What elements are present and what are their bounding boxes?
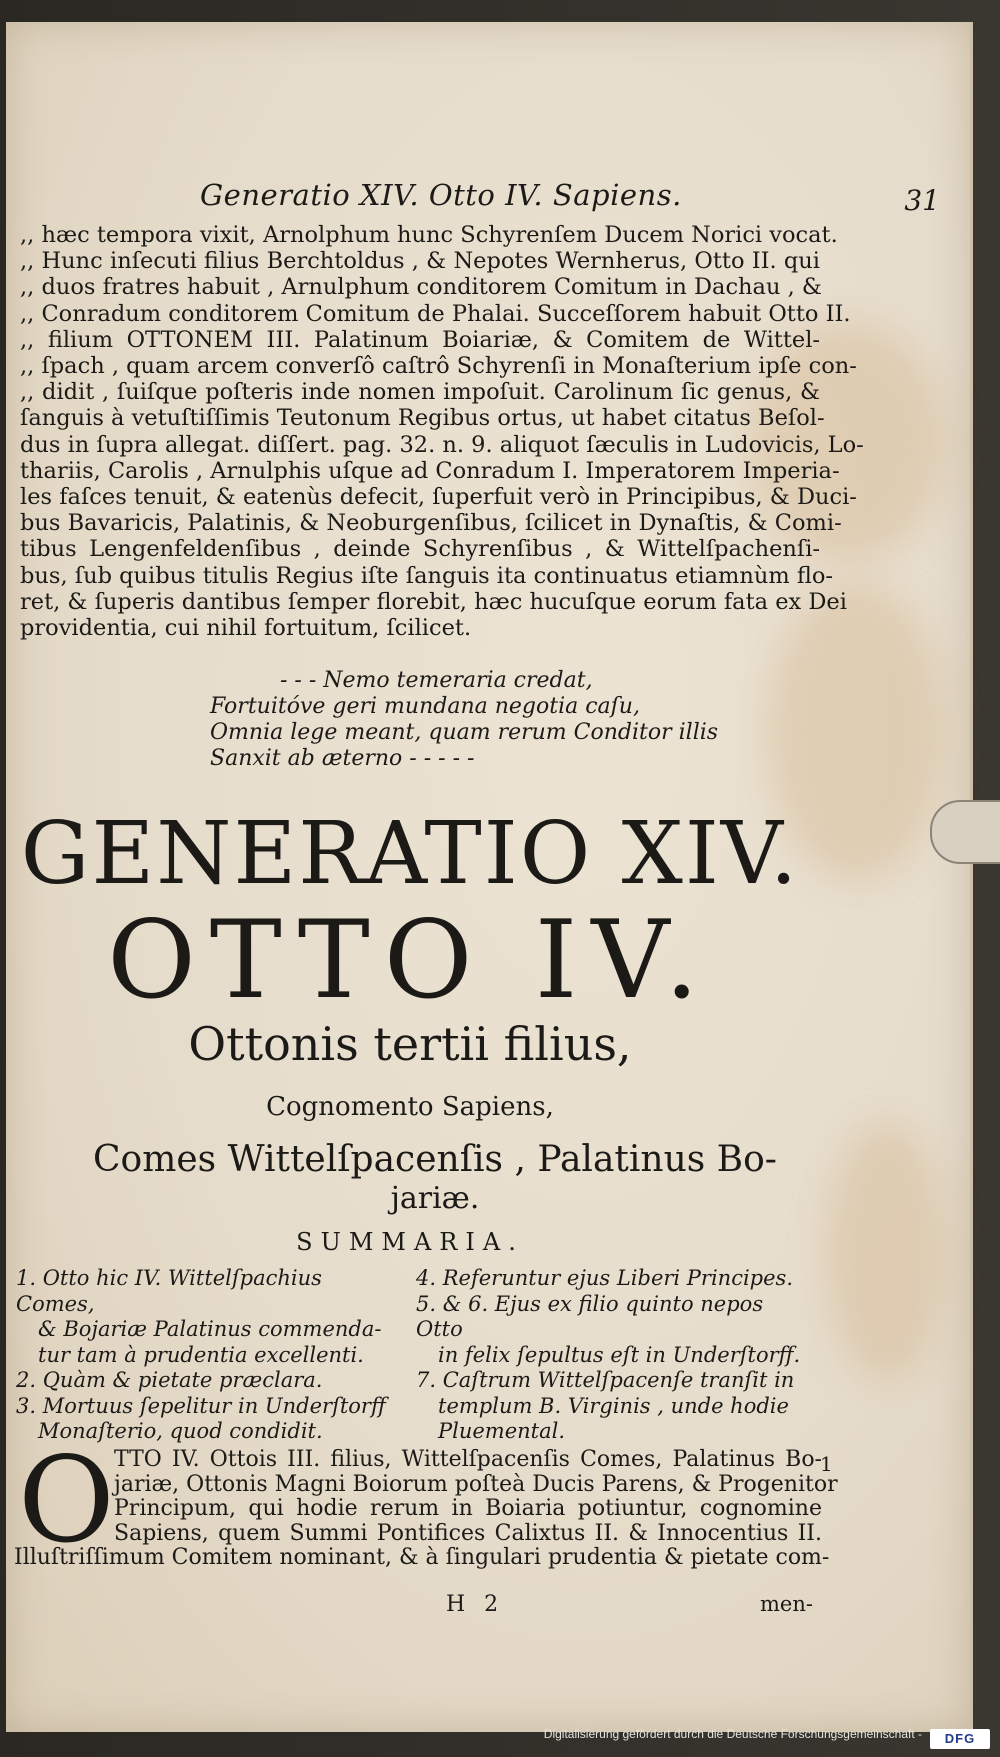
verse-line: Omnia lege meant, quam rerum Conditor illis: [210, 720, 719, 745]
text-line: ,, Hunc inſecuti filius Berchtoldus , & Nepotes Wernherus, Otto II. qui: [20, 248, 820, 275]
summary-item: templum B. Virginis , unde hodie: [438, 1393, 789, 1418]
text-line: ,, Conradum conditorem Comitum de Phalai. Succeſſorem habuit Otto II.: [20, 300, 851, 327]
body-line: jariæ, Ottonis Magni Boiorum poſteà Ducis Parens, & Progenitor: [114, 1471, 838, 1497]
text-line: ,, duos fratres habuit , Arnulphum conditorem Comitum in Dachau , &: [20, 274, 822, 301]
summary-item: & Bojariæ Palatinus commenda-: [38, 1317, 382, 1341]
summary-item: 4. Referuntur ejus Liberi Principes.: [416, 1266, 794, 1290]
paper-stain: [826, 1122, 946, 1382]
continuation-text: [20, 222, 864, 642]
running-head: [190, 178, 940, 218]
summary-item: Monaſterio, quod condidit.: [38, 1419, 323, 1443]
running-title: Generatio XIV. Otto IV. Sapiens.: [200, 178, 682, 212]
text-line: dus in ſupra allegat. diſſert. pag. 32. n. 9. aliquot ſæculis in Ludovicis, Lo-: [20, 431, 864, 458]
summary-item: 5. & 6. Ejus ex filio quinto nepos Otto: [416, 1291, 764, 1341]
drop-capital: O: [18, 1431, 115, 1569]
text-line: tibus Lengenfeldenſibus , deinde Schyrenſibus , & Wittelſpachenſi-: [20, 536, 820, 563]
verse-line: - - - Nemo temeraria credat,: [280, 668, 593, 693]
verse-quotation: [210, 668, 770, 772]
dfg-logo: DFG: [930, 1729, 990, 1749]
summary-item: tur tam à prudentia excellenti.: [38, 1342, 364, 1367]
text-line: ,, ſpach , quam arcem converſô caſtrô Schyrenſi in Monaſterium ipſe con-: [20, 353, 857, 380]
summary-item: Pluemental.: [438, 1419, 566, 1443]
page-marker-tab: [930, 800, 1000, 864]
body-line: Principum, qui hodie rerum in Boiaria potiuntur, cognomine: [114, 1496, 822, 1521]
margin-number: 1: [820, 1452, 833, 1476]
body-line: TTO IV. Ottois III. filius, Wittelſpacenſis Comes, Palatinus Bo-: [114, 1447, 822, 1472]
summaria-list: [16, 1266, 816, 1446]
summary-item: in felix ſepultus eſt in Underſtorff.: [438, 1342, 801, 1367]
text-line: bus, ſub quibus titulis Regius iſte ſanguis ita continuatus etiamnùm flo-: [20, 562, 833, 589]
name-heading: OTTO IV.: [107, 898, 713, 1023]
summary-item: 1. Otto hic IV. Wittelſpachius Comes,: [16, 1266, 322, 1316]
text-line: ,, filium OTTONEM III. Palatinum Boiariæ, & Comitem de Wittel-: [20, 326, 820, 353]
text-line: ,, didit , ſuiſque poſteris inde nomen impoſuit. Carolinum ſic genus, &: [20, 379, 820, 406]
page-number: 31: [904, 184, 940, 217]
subtitle-parentage: Ottonis tertii filius,: [188, 1017, 632, 1071]
text-line: ,, hæc tempora vixit, Arnolphum hunc Schyrenſem Ducem Norici vocat.: [20, 222, 838, 248]
subtitle-titles-line: jariæ.: [390, 1181, 480, 1216]
text-line: bus Bavaricis, Palatinis, & Neoburgenſibus, ſcilicet in Dynaſtis, & Comi-: [20, 510, 842, 537]
generation-heading: GENERATIO XIV.: [20, 804, 800, 904]
body-line: Illuſtriſſimum Comitem nominant, & à ſingulari prudentia & pietate com-: [14, 1545, 830, 1570]
subtitle-titles-line: Comes Wittelſpacenſis , Palatinus Bo-: [93, 1139, 777, 1180]
summaria-heading: SUMMARIA.: [296, 1228, 524, 1256]
summary-item: 7. Caſtrum Wittelſpacenſe tranſit in: [416, 1368, 795, 1392]
text-line: ret, & ſuperis dantibus ſemper florebit, hæc hucuſque eorum fata ex Dei: [20, 588, 847, 615]
verse-line: Sanxit ab æterno - - - - -: [210, 746, 475, 771]
signature-mark: H 2: [446, 1592, 505, 1617]
text-line: thariis, Carolis , Arnulphis uſque ad Conradum I. Imperatorem Imperia-: [20, 457, 840, 484]
summaria-column-right: [416, 1266, 816, 1445]
summary-item: 2. Quàm & pietate præclara.: [16, 1368, 323, 1392]
text-line: providentia, cui nihil fortuitum, ſcilicet.: [20, 615, 472, 642]
catchword: men-: [760, 1592, 813, 1616]
digitization-credit: Digitalisierung gefördert durch die Deutsche Forschungsgemeinschaft -: [543, 1727, 922, 1741]
summary-item: 3. Mortuus ſepelitur in Underſtorff: [16, 1393, 386, 1418]
verse-line: Fortuitóve geri mundana negotia caſu,: [210, 694, 640, 719]
body-line: Sapiens, quem Summi Pontifices Calixtus II. & Innocentius II.: [114, 1520, 822, 1546]
text-line: les faſces tenuit, & eatenùs defecit, ſuperfuit verò in Principibus, & Duci-: [20, 484, 857, 511]
summaria-column-left: [16, 1266, 401, 1445]
text-line: ſanguis à vetuſtiſſimis Teutonum Regibus ortus, ut habet citatus Beſol-: [20, 405, 825, 432]
subtitle-titles: [50, 1138, 820, 1216]
subtitle-cognomen: Cognomento Sapiens,: [266, 1092, 554, 1122]
body-paragraph: [14, 1447, 838, 1571]
